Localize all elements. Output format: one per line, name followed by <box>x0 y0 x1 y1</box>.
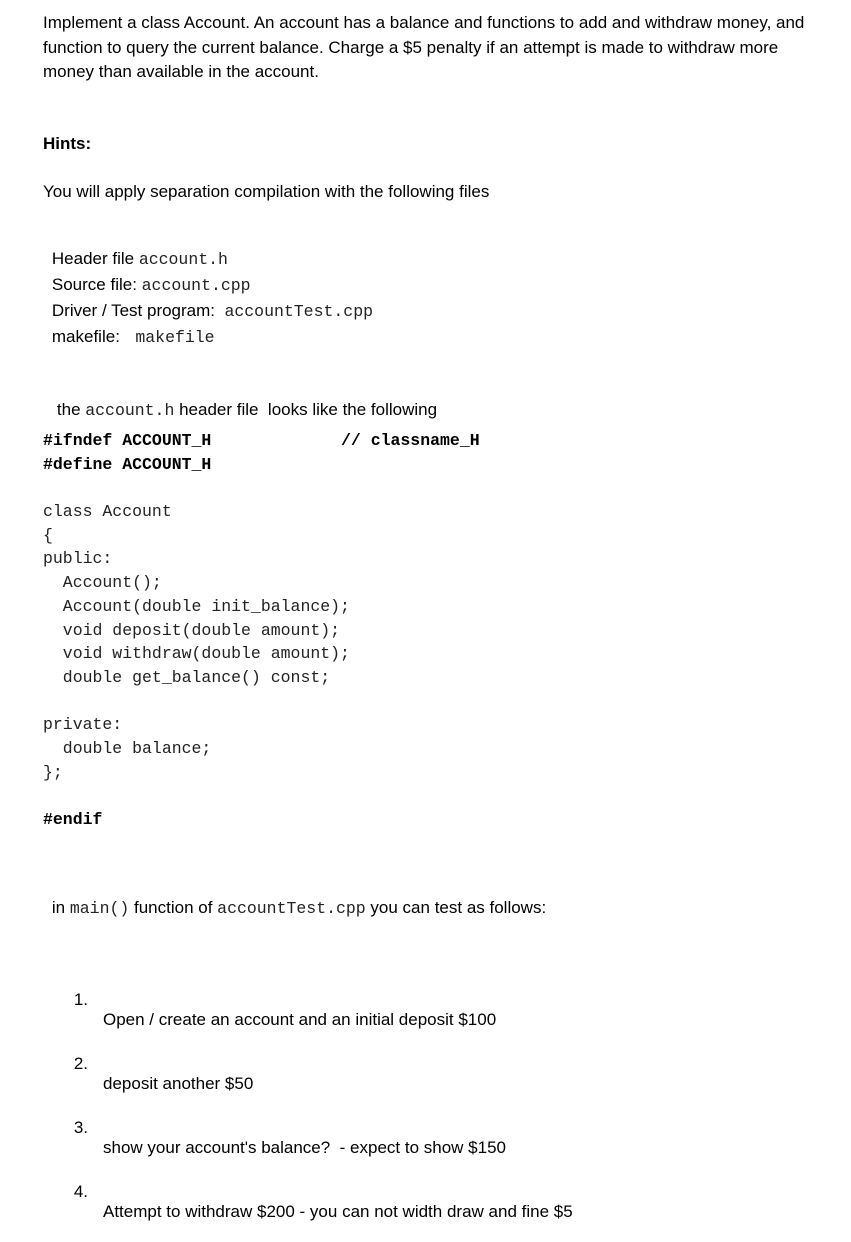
header-intro-post: header file looks like the following <box>174 400 438 419</box>
file-label: Source file: <box>51 275 142 294</box>
intro-paragraph: Implement a class Account. An account has a balance and functions to add and withdraw money, and function to query the current balance. Charge a $5 penalty if an attempt is made to withdraw more money than available in the account. <box>43 13 805 81</box>
code-line: void withdraw(double amount); <box>43 644 350 663</box>
test-intro-func: main() <box>69 899 130 918</box>
code-line: class Account <box>43 502 172 521</box>
list-number: 2. <box>73 1054 88 1073</box>
code-define: #define ACCOUNT_H <box>43 455 212 474</box>
code-line: double balance; <box>43 739 212 758</box>
code-line: void deposit(double amount); <box>43 621 341 640</box>
file-name: account.cpp <box>141 276 251 295</box>
header-intro-pre: the <box>56 400 86 419</box>
list-item <box>0 1034 851 1093</box>
list-number: 1. <box>73 990 88 1009</box>
code-comment: // classname_H <box>341 431 480 450</box>
file-name: accountTest.cpp <box>224 302 373 321</box>
list-item <box>0 970 851 1029</box>
code-line: Account(double init_balance); <box>43 597 350 616</box>
code-ifndef: #ifndef ACCOUNT_H <box>43 431 212 450</box>
test-intro <box>43 880 546 918</box>
file-label: Header file <box>51 249 139 268</box>
file-name: account.h <box>138 250 228 269</box>
file-name: makefile <box>135 328 215 347</box>
steps-list <box>0 930 851 1221</box>
test-intro-mid: function of <box>129 898 218 917</box>
file-row-makefile <box>43 309 215 347</box>
separation-text: You will apply separation compilation with the following files <box>43 182 490 201</box>
test-intro-pre: in <box>51 898 70 917</box>
file-label: Driver / Test program: <box>51 301 225 320</box>
code-endif: #endif <box>43 810 103 829</box>
file-label: makefile: <box>51 327 130 346</box>
list-item <box>0 1098 851 1157</box>
code-line: public: <box>43 549 113 568</box>
header-intro <box>48 382 437 420</box>
list-number: 3. <box>73 1118 88 1137</box>
list-text: show your account's balance? - expect to show $150 <box>103 1138 506 1157</box>
code-line: Account(); <box>43 573 162 592</box>
hints-heading: Hints: <box>43 134 92 153</box>
list-item <box>0 1162 851 1221</box>
list-number: 4. <box>73 1182 88 1201</box>
code-line: }; <box>43 763 63 782</box>
header-intro-file: account.h <box>85 401 175 420</box>
test-intro-file: accountTest.cpp <box>217 899 366 918</box>
code-line: double get_balance() const; <box>43 668 331 687</box>
list-text: Open / create an account and an initial deposit $100 <box>103 1010 497 1029</box>
list-text: Attempt to withdraw $200 - you can not width draw and fine $5 <box>103 1202 573 1221</box>
test-intro-post: you can test as follows: <box>365 898 547 917</box>
list-text: deposit another $50 <box>103 1074 254 1093</box>
code-line: { <box>43 526 53 545</box>
code-line: private: <box>43 715 123 734</box>
